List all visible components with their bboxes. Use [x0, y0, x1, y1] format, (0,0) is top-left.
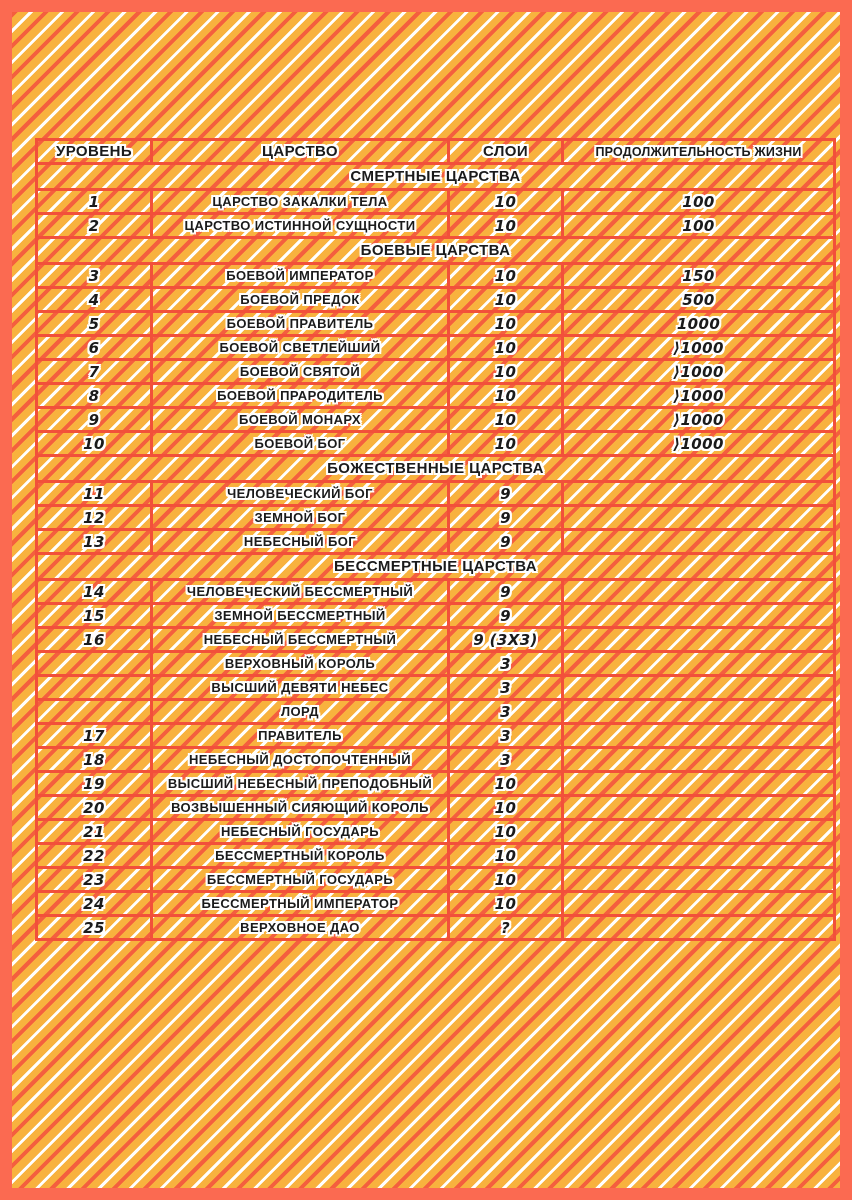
- table-row: [37, 360, 835, 384]
- level-cell: 22: [37, 844, 152, 868]
- lifespan-cell: [563, 652, 835, 676]
- header-realm: ЦАРСТВО: [152, 140, 449, 164]
- section-title: БОЖЕСТВЕННЫЕ ЦАРСТВА: [37, 456, 835, 482]
- header-level: УРОВЕНЬ: [37, 140, 152, 164]
- layers-cell: 10: [449, 312, 563, 336]
- layers-cell: 10: [449, 868, 563, 892]
- level-cell: 6: [37, 336, 152, 360]
- lifespan-cell: [563, 724, 835, 748]
- level-cell: [37, 676, 152, 700]
- table-row: [37, 652, 835, 676]
- layers-cell: 10: [449, 820, 563, 844]
- header-lifespan: ПРОДОЛЖИТЕЛЬНОСТЬ ЖИЗНИ: [563, 140, 835, 164]
- table-row: [37, 796, 835, 820]
- table-row: [37, 700, 835, 724]
- level-cell: 8: [37, 384, 152, 408]
- layers-cell: 10: [449, 408, 563, 432]
- level-cell: 11: [37, 482, 152, 506]
- realm-cell: ЦАРСТВО ЗАКАЛКИ ТЕЛА: [152, 190, 449, 214]
- header-layers: СЛОИ: [449, 140, 563, 164]
- lifespan-cell: [563, 482, 835, 506]
- realm-cell: БЕССМЕРТНЫЙ КОРОЛЬ: [152, 844, 449, 868]
- table-row: [37, 604, 835, 628]
- level-cell: 21: [37, 820, 152, 844]
- layers-cell: 3: [449, 652, 563, 676]
- lifespan-cell: ⟩1000: [563, 432, 835, 456]
- layers-cell: 10: [449, 892, 563, 916]
- table-row: [37, 772, 835, 796]
- layers-cell: 9: [449, 580, 563, 604]
- level-cell: 16: [37, 628, 152, 652]
- lifespan-cell: [563, 604, 835, 628]
- level-cell: 19: [37, 772, 152, 796]
- realm-cell: БОЕВОЙ ПРАВИТЕЛЬ: [152, 312, 449, 336]
- lifespan-cell: [563, 916, 835, 940]
- layers-cell: 3: [449, 676, 563, 700]
- lifespan-cell: ⟩1000: [563, 336, 835, 360]
- lifespan-cell: [563, 844, 835, 868]
- lifespan-cell: [563, 772, 835, 796]
- realm-cell: ЛОРД: [152, 700, 449, 724]
- lifespan-cell: [563, 530, 835, 554]
- lifespan-cell: [563, 676, 835, 700]
- layers-cell: 10: [449, 336, 563, 360]
- realm-cell: НЕБЕСНЫЙ ГОСУДАРЬ: [152, 820, 449, 844]
- level-cell: 20: [37, 796, 152, 820]
- table-row: [37, 288, 835, 312]
- realm-cell: ВЕРХОВНЫЙ КОРОЛЬ: [152, 652, 449, 676]
- level-cell: 1: [37, 190, 152, 214]
- realm-cell: ЗЕМНОЙ БЕССМЕРТНЫЙ: [152, 604, 449, 628]
- table-row: [37, 506, 835, 530]
- realm-cell: НЕБЕСНЫЙ ДОСТОПОЧТЕННЫЙ: [152, 748, 449, 772]
- level-cell: 23: [37, 868, 152, 892]
- realm-cell: БОЕВОЙ ПРАРОДИТЕЛЬ: [152, 384, 449, 408]
- table-row: [37, 312, 835, 336]
- table-row: [37, 190, 835, 214]
- section-title: БОЕВЫЕ ЦАРСТВА: [37, 238, 835, 264]
- level-cell: 25: [37, 916, 152, 940]
- layers-cell: 10: [449, 384, 563, 408]
- table-row: [37, 676, 835, 700]
- table-row: [37, 530, 835, 554]
- realm-cell: ЗЕМНОЙ БОГ: [152, 506, 449, 530]
- table-row: [37, 844, 835, 868]
- layers-cell: 9: [449, 482, 563, 506]
- realm-cell: БОЕВОЙ СВЕТЛЕЙШИЙ: [152, 336, 449, 360]
- realm-cell: БОЕВОЙ МОНАРХ: [152, 408, 449, 432]
- section-row-immortal: [37, 554, 835, 580]
- level-cell: 2: [37, 214, 152, 238]
- level-cell: 12: [37, 506, 152, 530]
- realm-cell: БОЕВОЙ ИМПЕРАТОР: [152, 264, 449, 288]
- level-cell: 13: [37, 530, 152, 554]
- section-title: СМЕРТНЫЕ ЦАРСТВА: [37, 164, 835, 190]
- lifespan-cell: ⟩1000: [563, 408, 835, 432]
- table-row: [37, 408, 835, 432]
- table-row: [37, 868, 835, 892]
- realms-table: [35, 138, 836, 941]
- level-cell: 7: [37, 360, 152, 384]
- layers-cell: 3: [449, 700, 563, 724]
- realm-cell: ВЫСШИЙ НЕБЕСНЫЙ ПРЕПОДОБНЫЙ: [152, 772, 449, 796]
- level-cell: 15: [37, 604, 152, 628]
- lifespan-cell: [563, 892, 835, 916]
- level-cell: 24: [37, 892, 152, 916]
- lifespan-cell: 150: [563, 264, 835, 288]
- realm-cell: НЕБЕСНЫЙ БОГ: [152, 530, 449, 554]
- layers-cell: 10: [449, 360, 563, 384]
- level-cell: 3: [37, 264, 152, 288]
- realm-cell: ЦАРСТВО ИСТИННОЙ СУЩНОСТИ: [152, 214, 449, 238]
- lifespan-cell: [563, 748, 835, 772]
- level-cell: 10: [37, 432, 152, 456]
- table-row: [37, 214, 835, 238]
- layers-cell: 3: [449, 724, 563, 748]
- lifespan-cell: [563, 580, 835, 604]
- table-row: [37, 482, 835, 506]
- level-cell: 5: [37, 312, 152, 336]
- table-row: [37, 820, 835, 844]
- lifespan-cell: ⟩1000: [563, 360, 835, 384]
- lifespan-cell: [563, 796, 835, 820]
- layers-cell: 10: [449, 214, 563, 238]
- table-row: [37, 384, 835, 408]
- lifespan-cell: 100: [563, 214, 835, 238]
- layers-cell: 9: [449, 604, 563, 628]
- table-row: [37, 748, 835, 772]
- table-row: [37, 432, 835, 456]
- layers-cell: 3: [449, 748, 563, 772]
- lifespan-cell: 100: [563, 190, 835, 214]
- header-row: [37, 140, 835, 164]
- realm-cell: ЧЕЛОВЕЧЕСКИЙ БЕССМЕРТНЫЙ: [152, 580, 449, 604]
- layers-cell: 10: [449, 772, 563, 796]
- lifespan-cell: [563, 628, 835, 652]
- lifespan-cell: ⟩1000: [563, 384, 835, 408]
- realm-cell: ПРАВИТЕЛЬ: [152, 724, 449, 748]
- layers-cell: 10: [449, 288, 563, 312]
- layers-cell: 9 (3X3): [449, 628, 563, 652]
- level-cell: 18: [37, 748, 152, 772]
- table-row: [37, 264, 835, 288]
- lifespan-cell: [563, 868, 835, 892]
- lifespan-cell: 500: [563, 288, 835, 312]
- table-row: [37, 336, 835, 360]
- layers-cell: ?: [449, 916, 563, 940]
- section-row-mortal: [37, 164, 835, 190]
- layers-cell: 10: [449, 432, 563, 456]
- table-row: [37, 724, 835, 748]
- section-row-divine: [37, 456, 835, 482]
- realm-cell: БОЕВОЙ БОГ: [152, 432, 449, 456]
- level-cell: 17: [37, 724, 152, 748]
- layers-cell: 10: [449, 264, 563, 288]
- lifespan-cell: [563, 820, 835, 844]
- table-row: [37, 916, 835, 940]
- realm-cell: ВОЗВЫШЕННЫЙ СИЯЮЩИЙ КОРОЛЬ: [152, 796, 449, 820]
- lifespan-cell: [563, 700, 835, 724]
- layers-cell: 10: [449, 844, 563, 868]
- realm-cell: БЕССМЕРТНЫЙ ГОСУДАРЬ: [152, 868, 449, 892]
- table-row: [37, 892, 835, 916]
- table-row: [37, 628, 835, 652]
- level-cell: [37, 700, 152, 724]
- level-cell: [37, 652, 152, 676]
- layers-cell: 9: [449, 530, 563, 554]
- realm-cell: БОЕВОЙ ПРЕДОК: [152, 288, 449, 312]
- layers-cell: 10: [449, 796, 563, 820]
- level-cell: 9: [37, 408, 152, 432]
- layers-cell: 9: [449, 506, 563, 530]
- level-cell: 14: [37, 580, 152, 604]
- section-title: БЕССМЕРТНЫЕ ЦАРСТВА: [37, 554, 835, 580]
- section-row-battle: [37, 238, 835, 264]
- lifespan-cell: 1000: [563, 312, 835, 336]
- level-cell: 4: [37, 288, 152, 312]
- lifespan-cell: [563, 506, 835, 530]
- layers-cell: 10: [449, 190, 563, 214]
- realm-cell: БОЕВОЙ СВЯТОЙ: [152, 360, 449, 384]
- realm-cell: ЧЕЛОВЕЧЕСКИЙ БОГ: [152, 482, 449, 506]
- realm-cell: НЕБЕСНЫЙ БЕССМЕРТНЫЙ: [152, 628, 449, 652]
- table-row: [37, 580, 835, 604]
- realm-cell: ВЫСШИЙ ДЕВЯТИ НЕБЕС: [152, 676, 449, 700]
- realm-cell: ВЕРХОВНОЕ ДАО: [152, 916, 449, 940]
- realm-cell: БЕССМЕРТНЫЙ ИМПЕРАТОР: [152, 892, 449, 916]
